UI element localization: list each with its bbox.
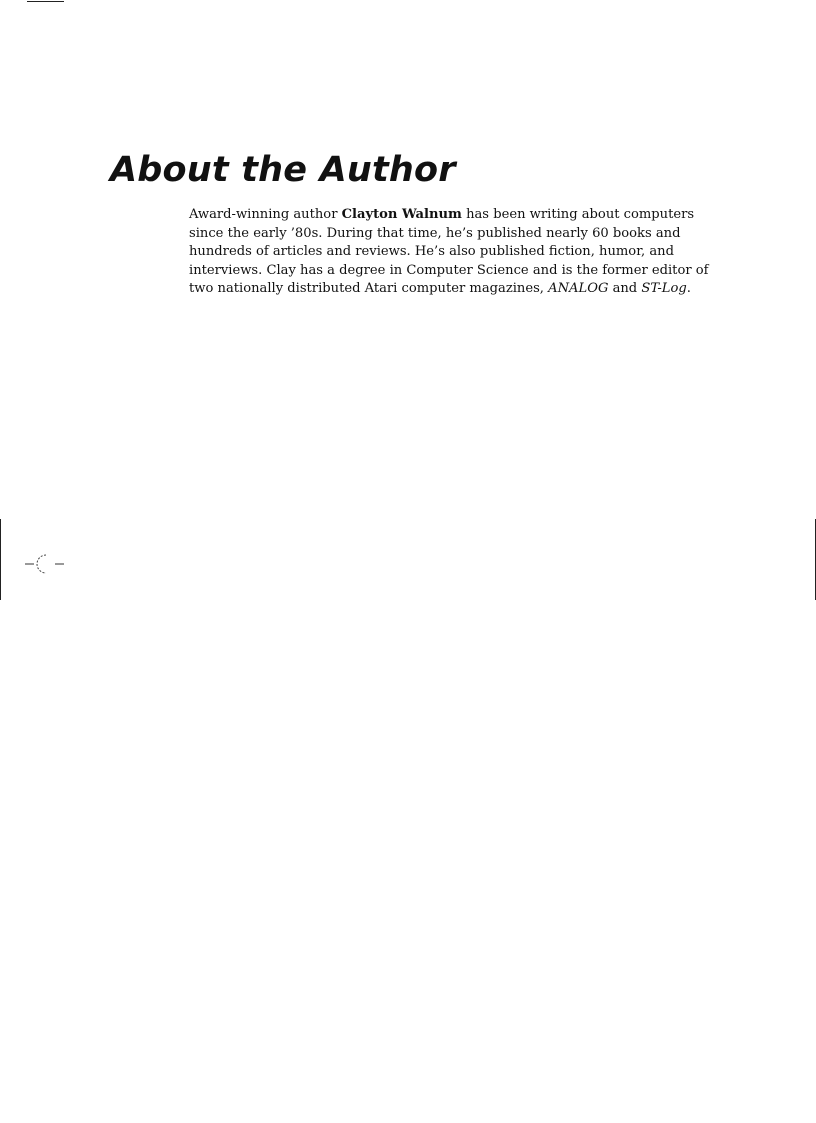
crop-mark-left (0, 519, 1, 600)
magazine-title: ANALOG (548, 281, 609, 296)
author-name: Clayton Walnum (341, 207, 462, 222)
bio-text: has been writing about computers since the early ’80s. During that time, he’s published nearly 60 books and hundreds of articles and reviews. He’s also published fiction, humor, and interviews. Clay has a degree in Computer Science and is the former editor of two nationally distributed Atari computer magazines, (189, 207, 709, 296)
bio-text-connector: and (608, 281, 642, 296)
bio-text-end: . (686, 281, 691, 296)
author-bio (189, 206, 729, 299)
page-title: About the Author (110, 150, 456, 190)
crop-mark-top (27, 1, 64, 2)
bio-intro: Award-winning author (189, 207, 342, 222)
registration-mark-icon (24, 552, 68, 576)
magazine-title: ST-Log (641, 281, 687, 296)
